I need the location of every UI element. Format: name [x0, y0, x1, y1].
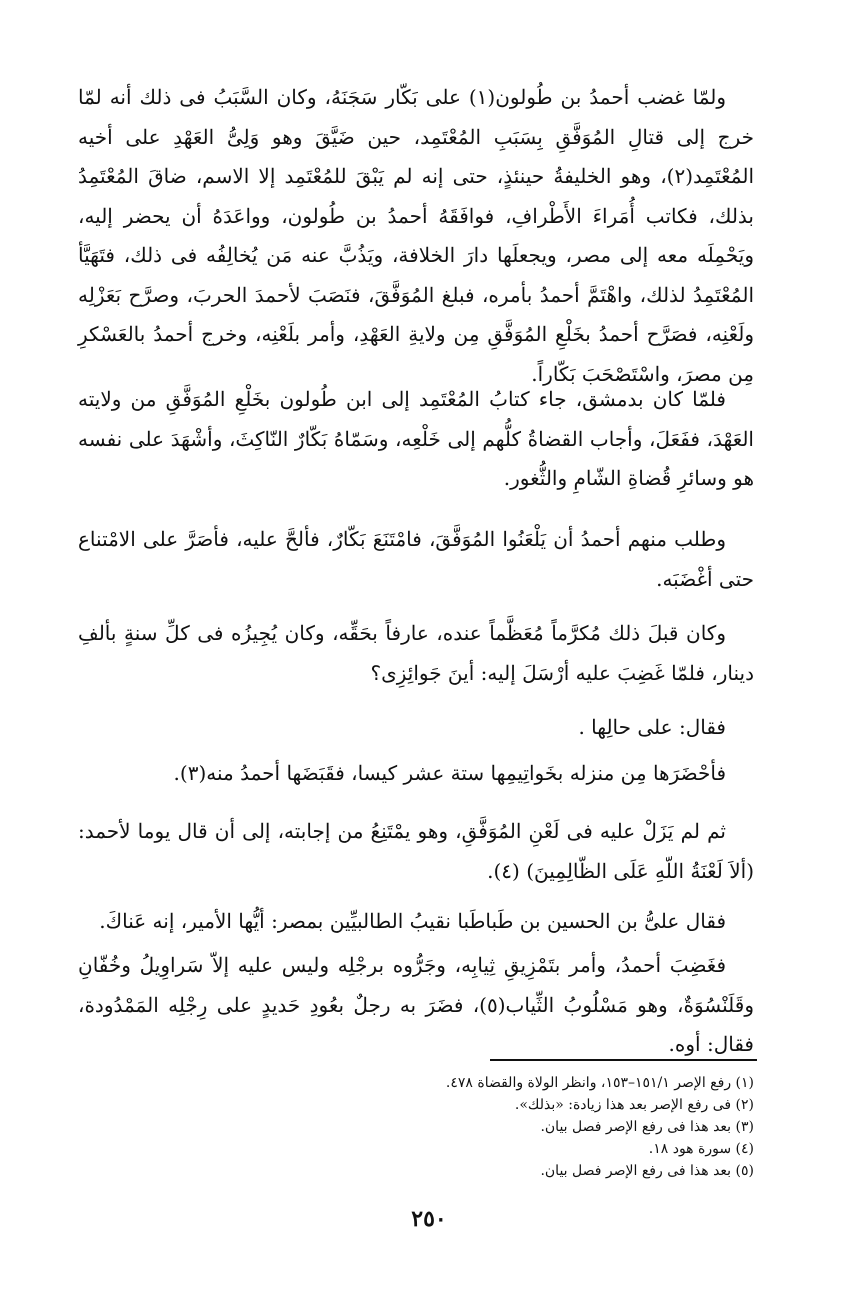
footnote: (٢) فى رفع الإصر بعد هذا زيادة: «بذلك».: [514, 1097, 754, 1113]
footnote: (٥) بعد هذا فى رفع الإصر فصل بيان.: [540, 1163, 754, 1179]
paragraph: فقال علىُّ بن الحسين بن طَباطَبا نقيبُ الطالبيِّين بمصر: أيُّها الأمير، إنه عَناكَ.: [99, 909, 726, 933]
footnotes: [78, 1072, 754, 1182]
paragraph: وطلب منهم أحمدُ أن يَلْعَنُوا المُوَفَّقَ، فامْتَنَعَ بَكّارٌ، فألحَّ عليه، فأصَرَّ على الامْتناع حتى أغْضَبَه.: [78, 527, 754, 591]
footnote: (٣) بعد هذا فى رفع الإصر فصل بيان.: [540, 1119, 754, 1135]
paragraph: فغَضِبَ أحمدُ، وأمر بتَمْزِيقِ ثِيابِه، وجَرُّوه برجْلِه وليس عليه إلاّ سَراوِيلُ وخُفّانِ وقَلَنْسُوَةٌ، وهو مَسْلُوبُ الثِّياب(٥)، فضَرَ به رجلٌ بعُودِ حَديدٍ على رِجْلِه المَمْدُودة، فقال: أوه.: [78, 953, 755, 1056]
paragraph: فأحْضَرَها مِن منزله بخَواتِيمِها ستة عشر كيسا، فقَبَضَها أحمدُ منه(٣).: [173, 761, 726, 785]
footnote-divider: [490, 1059, 757, 1061]
paragraph: وكان قبلَ ذلك مُكرَّماً مُعَظَّماً عنده، عارفاً بحَقِّه، وكان يُجِيزُه فى كلِّ سنةٍ بألفِ دينار، فلمّا غَضِبَ عليه أرْسَلَ إليه: أينَ جَوائِزِى؟: [78, 621, 754, 685]
footnote: (١) رفع الإصر ١٥١/١–١٥٣، وانظر الولاة والقضاة ٤٧٨.: [445, 1075, 754, 1091]
paragraph: فقال: على حالِها .: [578, 715, 726, 739]
paragraph: ثم لم يَزَلْ عليه فى لَعْنِ المُوَفَّقِ، وهو يمْتَنِعُ من إجابته، إلى أن قال يوما لأحمد: (ألاَ لَعْنَةُ اللّهِ عَلَى الظّالِمِينَ) (٤).: [78, 819, 754, 883]
footnote: (٤) سورة هود ١٨.: [648, 1141, 754, 1157]
paragraph: فلمّا كان بدمشق، جاء كتابُ المُعْتَمِد إلى ابن طُولون بخَلْعِ المُوَفَّقِ من ولايته العَهْدَ، ففَعَلَ، وأجاب القضاةُ كلُّهم إلى خَلْعِه، وسَمّاهُ بَكّارٌ النّاكِثَ، وأشْهَدَ على نفسه هو وسائرِ قُضاةِ الشّامِ والثُّغور.: [78, 387, 754, 490]
page-number: ٢٥٠: [411, 1206, 447, 1232]
paragraph: ولمّا غضب أحمدُ بن طُولون(١) على بَكّار سَجَنَهُ، وكان السَّبَبُ فى ذلك أنه لمّا خرج إلى قتالِ المُوَفَّقِ بِسَبَبِ المُعْتَمِد، حين ضَيَّقَ وهو وَلِىُّ العَهْدِ على أخيه المُعْتَمِد(٢)، وهو الخليفةُ حينئذٍ، حتى إنه لم يَبْقَ للمُعْتَمِد إلا الاسم، ضاقَ المُعْتَمِدُ بذلك، فكاتب أُمَراءَ الأَطْرافِ، فوافَقَهُ أحمدُ بن طُولون، وواعَدَهُ أن يحضر إليه، ويَحْمِلَه معه إلى مصر، ويجعلَها دارَ الخلافة، ويَذُبَّ عنه مَن يُخالِفُه فى ذلك، فتَهَيَّأ المُعْتَمِدُ لذلك، واهْتَمَّ أحمدُ بأمره، فبلغ المُوَفَّقَ، فنَصَبَ لأحمدَ الحربَ، وصرَّح بَعَزْلِه ولَعْنِه، فصَرَّح أحمدُ بخَلْعِ المُوَفَّقِ مِن ولايةِ العَهْدِ، وأمر بلَعْنِه، وخرج أحمدُ بالعَسْكرِ مِن مصرَ، واسْتَصْحَبَ بَكّاراً.: [78, 85, 754, 386]
